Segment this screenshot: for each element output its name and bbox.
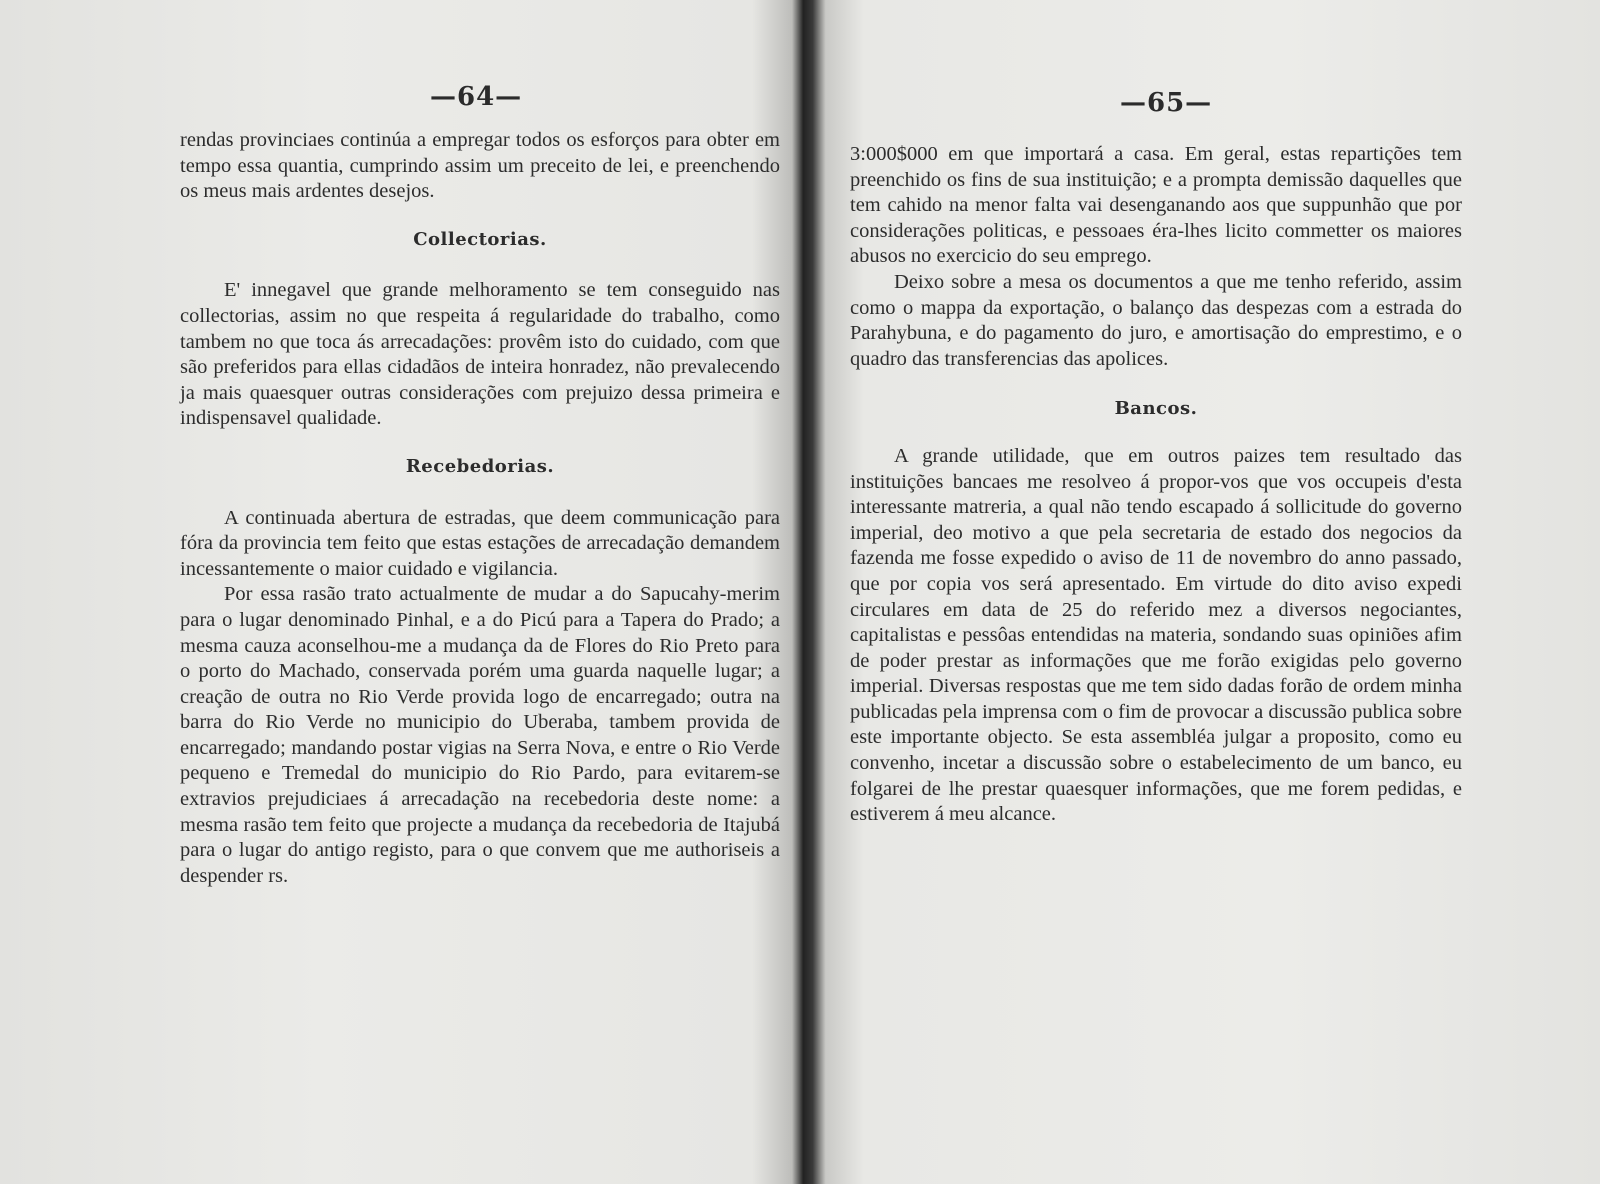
paragraph-casa: 3:000$000 em que importará a casa. Em geral, estas repartições tem preenchido os fins de sua instituição; e a prompta demissão daquelles que tem cahido na menor falta vai desenganando aos que suppunhão que por considerações politicas, e pessoaes éra-lhes licito commetter os maiores abusos no exercicio do seu emprego. [850, 143, 1462, 268]
right-page-text [850, 142, 1462, 828]
paragraph-recebedorias-2: Por essa rasão trato actualmente de mudar a do Sapucahy-merim para o lugar denominado Pinhal, e a do Picú para a Tapera do Prado; a mesma cauza aconselhou-me a mudança da de Flores do Rio Preto para o porto do Machado, conservada porém uma guarda naquelle lugar; a creação de outra no Rio Verde provida logo de encarregado; outra na barra do Rio Verde no municipio do Uberaba, tambem provida de encarregado; mandando postar vigias na Serra Nova, e entre o Rio Verde pequeno e Tremedal do municipio do Rio Pardo, para evitarem-se extravios prejudiciaes á arrecadação na recebedoria deste nome: a mesma rasão tem feito que projecte a mudança da recebedoria de Itajubá para o lugar do antigo registo, para o que convem que me authoriseis a despender rs. [180, 583, 780, 887]
heading-recebedorias: Recebedorias. [405, 455, 555, 477]
paragraph-rendas: rendas provinciaes continúa a empregar todos os esforços para obter em tempo essa quantia, cumprindo assim um preceito de lei, e preenchendo os meus mais ardentes desejos. [180, 129, 780, 203]
heading-bancos: Bancos. [1114, 398, 1198, 420]
paragraph-collectorias: E' innegavel que grande melhoramento se tem conseguido nas collectorias, assim no que respeita á regularidade do trabalho, como tambem no que toca ás arrecadações: provêm isto do cuidado, com que são preferidos para ellas cidadãos de inteira honradez, não prevalecendo ja mais quaesquer outras considerações com prejuizo dessa primeira e indispensavel qualidade. [180, 279, 780, 430]
left-page-text [180, 128, 780, 889]
right-page-number: —65— [1120, 88, 1213, 118]
paragraph-recebedorias-1: A continuada abertura de estradas, que deem communicação para fóra da provincia tem feito que estas estações de arrecadação demandem incessantemente o maior cuidado e vigilancia. [180, 506, 780, 580]
heading-collectorias: Collectorias. [413, 228, 547, 250]
left-page-number: —64— [430, 82, 523, 112]
right-page [820, 0, 1600, 1184]
paragraph-documentos: Deixo sobre a mesa os documentos a que me tenho referido, assim como o mappa da exportação, o balanço das despezas com a estrada do Parahybuna, e do pagamento do juro, e amortisação do emprestimo, e o quadro das transferencias das apolices. [850, 270, 1462, 370]
paragraph-bancos: A grande utilidade, que em outros paizes tem resultado das instituições bancaes me resolveo á propor-vos que vos occupeis d'esta interessante matreria, a qual não tendo escapado á sollicitude do governo imperial, deo motivo a que pela secretaria de estado dos negocios da fazenda me fosse expedido o aviso de 11 de novembro do anno passado, que por copia vos será apresentado. Em virtude do dito aviso expedi circulares em data de 25 do referido mez a diversos negociantes, capitalistas e pessôas entendidas na materia, sondando suas opiniões afim de poder prestar as informações que me forão exigidas pelo governo imperial. Diversas respostas que me tem sido dadas forão de ordem minha publicadas pela imprensa com o fim de provocar a discussão publica sobre este importante objecto. Se esta assembléa julgar a proposito, como eu convenho, incetar a discussão sobre o estabelecimento de um banco, eu folgarei de lhe prestar quaesquer informações, que me forem pedidas, e estiverem á meu alcance. [850, 444, 1462, 826]
